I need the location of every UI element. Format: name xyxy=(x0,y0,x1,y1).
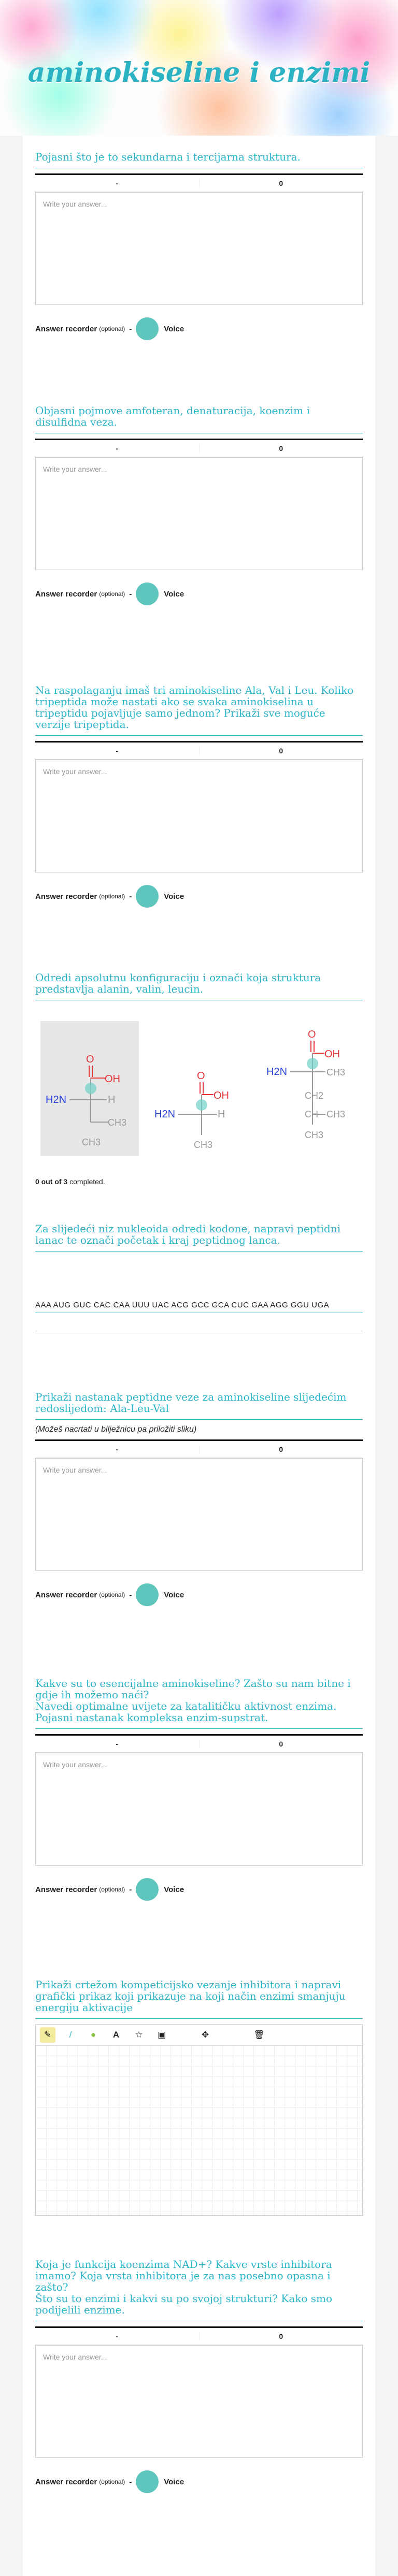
atom-h: H xyxy=(218,1109,225,1120)
voice-label: Voice xyxy=(164,589,184,599)
atom-r: CH3 xyxy=(305,1130,324,1140)
voice-label: Voice xyxy=(164,324,184,333)
atom-r: CH3 xyxy=(326,1109,346,1119)
star-icon[interactable]: ☆ xyxy=(135,2030,143,2040)
table-cell[interactable]: 0 xyxy=(279,179,283,187)
recorder-optional: (optional) xyxy=(99,590,125,598)
question-2 xyxy=(35,405,363,605)
question-6 xyxy=(35,1391,363,1606)
question-5 xyxy=(35,1223,363,1251)
recorder-label: Answer recorder xyxy=(35,324,97,333)
answer-textarea[interactable]: Write your answer... xyxy=(35,2345,363,2458)
answer-table xyxy=(35,173,363,192)
question-title: Pojasni što je to sekundarna i tercijarna struktura. xyxy=(35,151,363,168)
delete-icon[interactable]: 🗑 xyxy=(253,2030,265,2040)
atom-r: CH3 xyxy=(108,1117,127,1128)
atom-n: H2N xyxy=(46,1094,67,1105)
atom-r: CH3 xyxy=(194,1140,213,1150)
recorder-label: Answer recorder xyxy=(35,589,97,599)
atom-h: CH3 xyxy=(326,1067,346,1078)
atom-r: CH3 xyxy=(82,1137,101,1147)
table-cell[interactable]: - xyxy=(35,444,200,453)
table-cell[interactable]: - xyxy=(35,1740,200,1748)
atom-o: O xyxy=(86,1054,94,1065)
voice-record-button[interactable] xyxy=(136,1583,159,1606)
table-cell[interactable]: - xyxy=(35,179,200,187)
answer-recorder xyxy=(35,1583,363,1606)
question-9 xyxy=(35,2259,363,2493)
molecule-option-3[interactable] xyxy=(263,1021,362,1156)
table-row xyxy=(35,440,363,457)
progress-count: 0 out of 3 xyxy=(35,1177,68,1186)
molecule-option-1[interactable] xyxy=(40,1021,139,1156)
answer-table xyxy=(35,1734,363,1753)
pencil-icon[interactable]: ✎ xyxy=(40,2027,55,2043)
question-title: Na raspolaganju imaš tri aminokiseline Ala, Val i Leu. Koliko tripeptida može nastati ako se svaka aminokiselina u tripeptidu pojavljuje samo jednom? Prikaži sve moguće verzije tripeptida. xyxy=(35,685,363,736)
answer-textarea[interactable]: Write your answer... xyxy=(35,1753,363,1866)
image-icon[interactable]: ▣ xyxy=(157,2030,166,2040)
answer-textarea[interactable]: Write your answer... xyxy=(35,1458,363,1571)
question-title-2: Što su to enzimi i kakvi su po svojoj strukturi? Kako smo podijelili enzime. xyxy=(35,2293,363,2321)
atom-h: H xyxy=(108,1094,116,1105)
recorder-label: Answer recorder xyxy=(35,1590,97,1599)
answer-table xyxy=(35,439,363,457)
table-cell[interactable]: 0 xyxy=(279,747,283,755)
molecule-options xyxy=(35,1021,363,1156)
progress-suffix: completed. xyxy=(67,1177,105,1186)
question-4 xyxy=(35,972,363,1000)
text-tool-icon[interactable]: A xyxy=(112,2030,120,2040)
atom-oh: OH xyxy=(105,1073,120,1085)
answer-recorder xyxy=(35,583,363,605)
question-1 xyxy=(35,151,363,340)
answer-textarea[interactable]: Write your answer... xyxy=(35,192,363,305)
question-7 xyxy=(35,1678,363,1901)
voice-record-button[interactable] xyxy=(136,2470,159,2493)
recorder-dash: - xyxy=(129,1590,132,1599)
recorder-optional: (optional) xyxy=(99,2478,125,2485)
answer-textarea[interactable]: Write your answer... xyxy=(35,457,363,570)
question-title: Za slijedeći niz nukleoida odredi kodone, napravi peptidni lanac te označi početak i kraj peptidnog lanca. xyxy=(35,1223,363,1251)
atom-r: CH xyxy=(305,1109,318,1119)
answer-recorder xyxy=(35,1878,363,1901)
answer-recorder xyxy=(35,885,363,908)
voice-record-button[interactable] xyxy=(136,1878,159,1901)
question-title-2: Navedi optimalne uvijete za katalitičku aktivnost enzima. Pojasni nastanak kompleksa enzim-supstrat. xyxy=(35,1700,363,1729)
question-title: Prikaži crtežom kompeticijsko vezanje inhibitora i napravi grafički prikaz koji prikazuje na koji način enzimi smanjuju energiju aktivacije xyxy=(35,1979,363,2019)
table-cell[interactable]: - xyxy=(35,2332,200,2340)
answer-table xyxy=(35,741,363,760)
table-cell[interactable]: - xyxy=(35,1445,200,1453)
recorder-optional: (optional) xyxy=(99,1886,125,1893)
answer-table xyxy=(35,1439,363,1458)
atom-o: O xyxy=(197,1070,205,1082)
atom-oh: OH xyxy=(214,1090,229,1101)
question-title: Prikaži nastanak peptidne veze za aminokiseline slijedećim redoslijedom: Ala-Leu-Val xyxy=(35,1391,363,1420)
brush-icon[interactable]: / xyxy=(69,2030,72,2040)
voice-label: Voice xyxy=(164,2477,184,2486)
atom-oh: OH xyxy=(324,1049,340,1060)
question-title: Odredi apsolutnu konfiguraciju i označi koja struktura predstavlja alanin, valin, leucin. xyxy=(35,972,363,1000)
voice-record-button[interactable] xyxy=(136,885,159,908)
recorder-label: Answer recorder xyxy=(35,1885,97,1894)
table-row xyxy=(35,2328,363,2345)
recorder-dash: - xyxy=(129,1885,132,1894)
drawing-toolbar xyxy=(36,2025,362,2046)
voice-record-button[interactable] xyxy=(136,317,159,340)
table-row xyxy=(35,1736,363,1753)
recorder-label: Answer recorder xyxy=(35,892,97,901)
answer-textarea[interactable]: Write your answer... xyxy=(35,760,363,872)
recorder-optional: (optional) xyxy=(99,893,125,900)
recorder-dash: - xyxy=(129,324,132,333)
question-title: Kakve su to esencijalne aminokiseline? Zašto su nam bitne i gdje ih možemo naći? xyxy=(35,1677,351,1701)
voice-label: Voice xyxy=(164,1885,184,1894)
question-hint: (Možeš nacrtati u bilježnicu pa priložiti sliku) xyxy=(35,1425,197,1434)
atom-r: CH2 xyxy=(305,1090,324,1101)
atom-o: O xyxy=(308,1029,316,1040)
recorder-label: Answer recorder xyxy=(35,2477,97,2486)
recorder-optional: (optional) xyxy=(99,1591,125,1598)
recorder-dash: - xyxy=(129,892,132,901)
table-cell[interactable]: 0 xyxy=(279,444,283,453)
answer-table xyxy=(35,2326,363,2345)
header-banner xyxy=(0,0,398,136)
move-icon[interactable]: ✥ xyxy=(201,2030,209,2040)
recorder-dash: - xyxy=(129,589,132,599)
voice-record-button[interactable] xyxy=(136,583,159,605)
table-cell[interactable]: 0 xyxy=(279,2332,283,2340)
table-cell[interactable]: 0 xyxy=(279,1445,283,1453)
answer-recorder xyxy=(35,2470,363,2493)
answer-recorder xyxy=(35,317,363,340)
question-title: Koja je funkcija koenzima NAD+? Kakve vrste inhibitora imamo? Koja vrsta inhibitora je za nas posebno opasna i zašto? xyxy=(35,2258,332,2293)
atom-n: H2N xyxy=(154,1109,176,1120)
molecule-option-2[interactable] xyxy=(149,1021,253,1156)
progress-text xyxy=(35,1177,105,1186)
drawing-canvas[interactable] xyxy=(35,2024,363,2216)
color-picker-icon[interactable]: ● xyxy=(90,2030,96,2040)
table-row xyxy=(35,175,363,192)
atom-n: H2N xyxy=(266,1066,288,1078)
page-title: aminokiseline i enzimi xyxy=(27,57,371,89)
table-row xyxy=(35,1441,363,1458)
table-row xyxy=(35,743,363,760)
recorder-dash: - xyxy=(129,2477,132,2486)
voice-label: Voice xyxy=(164,1590,184,1599)
table-cell[interactable]: 0 xyxy=(279,1740,283,1748)
recorder-optional: (optional) xyxy=(99,325,125,332)
voice-label: Voice xyxy=(164,892,184,901)
question-3 xyxy=(35,685,363,908)
question-title: Objasni pojmove amfoteran, denaturacija, koenzim i disulfidna veza. xyxy=(35,405,363,433)
worksheet-card xyxy=(23,136,375,2576)
nucleotide-sequence: AAA AUG GUC CAC CAA UUU UAC ACG GCC GCA CUC GAA AGG GGU UGA xyxy=(35,1301,363,1313)
table-cell[interactable]: - xyxy=(35,747,200,755)
question-8 xyxy=(35,1979,363,2216)
